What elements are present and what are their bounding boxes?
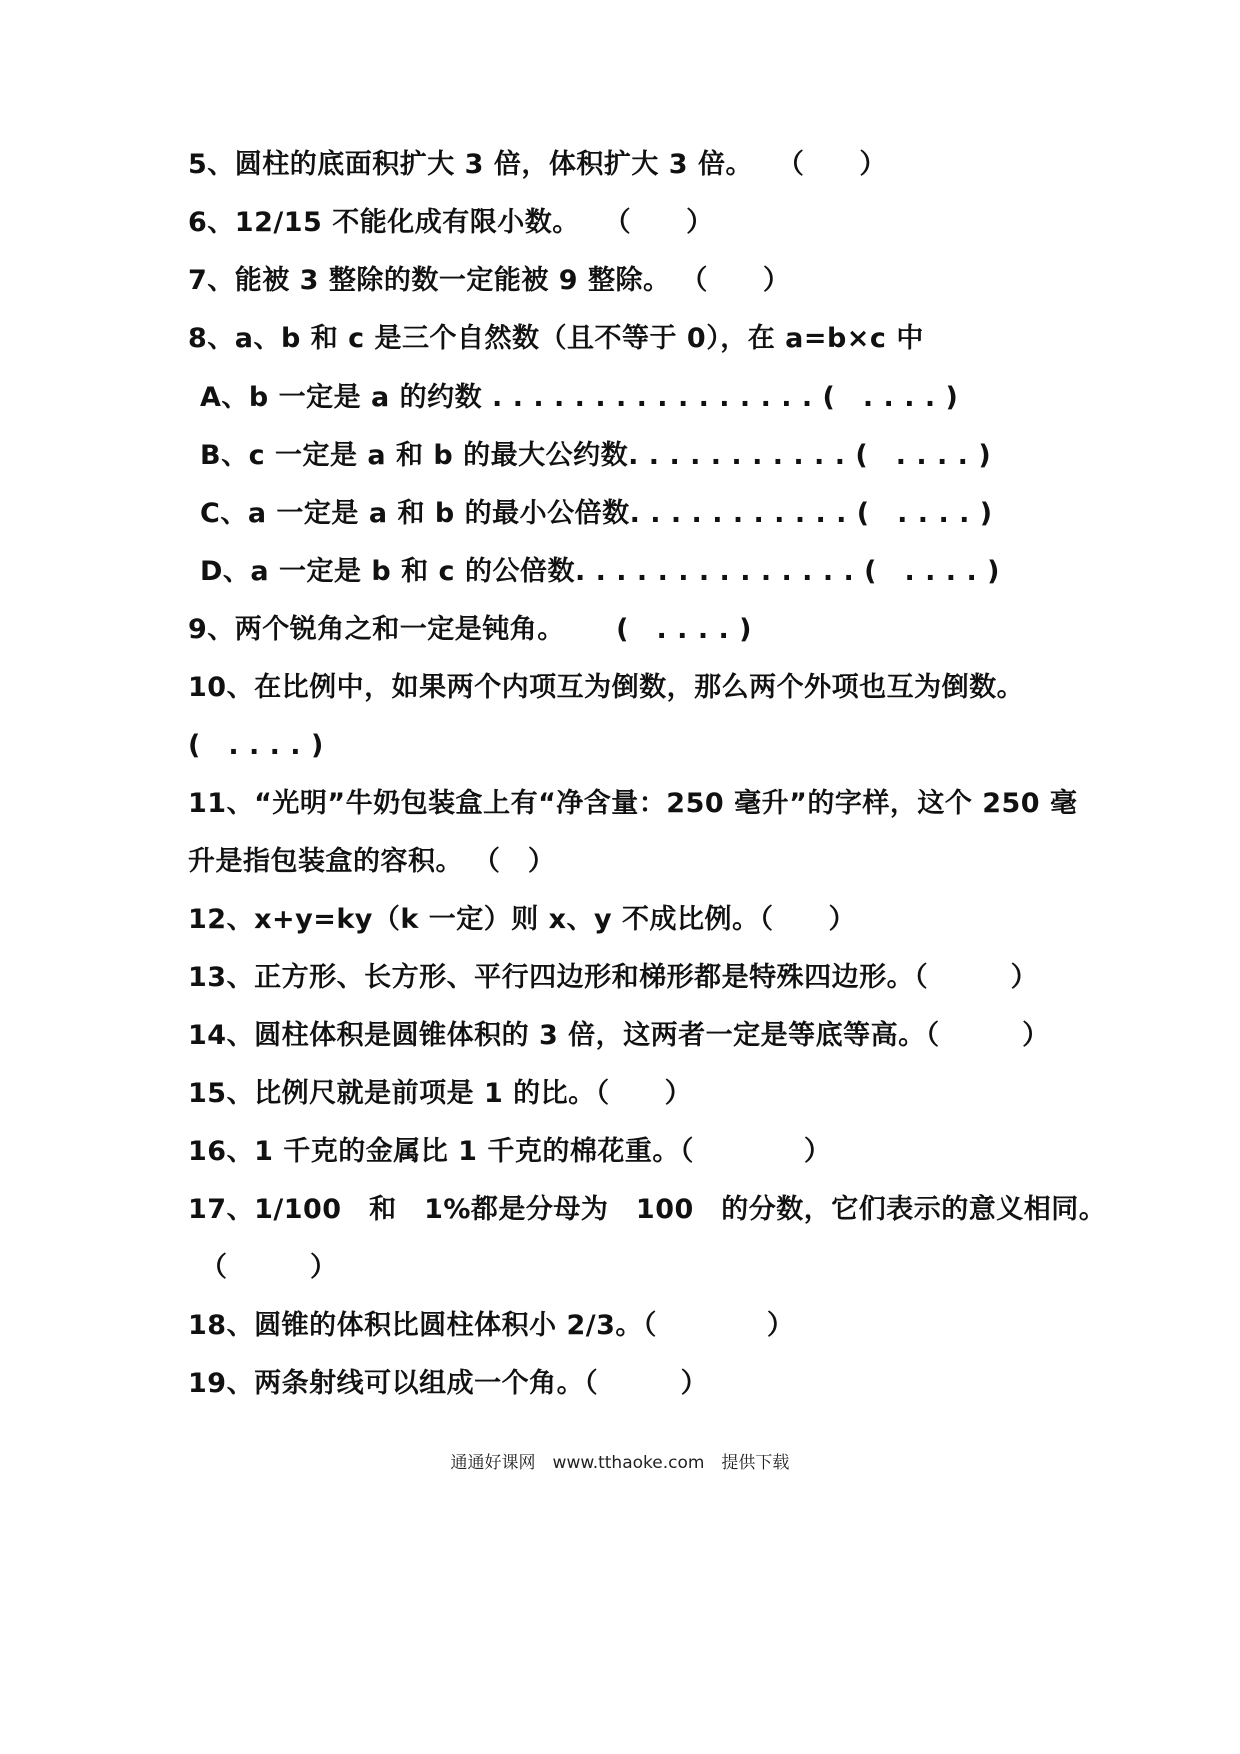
question-17: 17、1/100 和 1%都是分母为 100 的分数，它们表示的意义相同。 [188,1194,1107,1225]
question-8-option-d: D、a 一定是 b 和 c 的公倍数. . . . . . . . . . . . . . ( . . . . ) [200,556,1000,587]
question-6: 6、12/15 不能化成有限小数。 （ ） [188,207,714,238]
question-15: 15、比例尺就是前项是 1 的比。（ ） [188,1078,693,1109]
question-8-option-c: C、a 一定是 a 和 b 的最小公倍数. . . . . . . . . . . ( . . . . ) [200,498,993,529]
question-7: 7、能被 3 整除的数一定能被 9 整除。 （ ） [188,265,791,296]
question-17-answer-blank: （ ） [200,1252,338,1283]
question-8-option-a: A、b 一定是 a 的约数 . . . . . . . . . . . . . . . . ( . . . . ) [200,382,959,413]
question-9: 9、两个锐角之和一定是钝角。 ( . . . . ) [188,614,752,645]
page-footer: 通通好课网 www.tthaoke.com 提供下载 [450,1453,790,1473]
question-10-answer-blank: ( . . . . ) [188,730,324,761]
question-8-option-b: B、c 一定是 a 和 b 的最大公约数. . . . . . . . . . . ( . . . . ) [200,440,992,471]
question-14: 14、圆柱体积是圆锥体积的 3 倍，这两者一定是等底等高。（ ） [188,1020,1050,1051]
question-16: 16、1 千克的金属比 1 千克的棉花重。（ ） [188,1136,832,1167]
question-13: 13、正方形、长方形、平行四边形和梯形都是特殊四边形。（ ） [188,962,1039,993]
question-19: 19、两条射线可以组成一个角。（ ） [188,1368,709,1399]
question-12: 12、x+y=ky（k 一定）则 x、y 不成比例。（ ） [188,904,857,935]
question-8: 8、a、b 和 c 是三个自然数（且不等于 0），在 a=b×c 中 [188,323,924,354]
question-11: 11、“光明”牛奶包装盒上有“净含量：250 毫升”的字样，这个 250 毫 [188,788,1078,819]
question-18: 18、圆锥的体积比圆柱体积小 2/3。（ ） [188,1310,795,1341]
question-11-continuation: 升是指包装盒的容积。 （ ） [188,846,556,877]
question-10: 10、在比例中，如果两个内项互为倒数，那么两个外项也互为倒数。 [188,672,1025,703]
question-5: 5、圆柱的底面积扩大 3 倍，体积扩大 3 倍。 （ ） [188,149,887,180]
